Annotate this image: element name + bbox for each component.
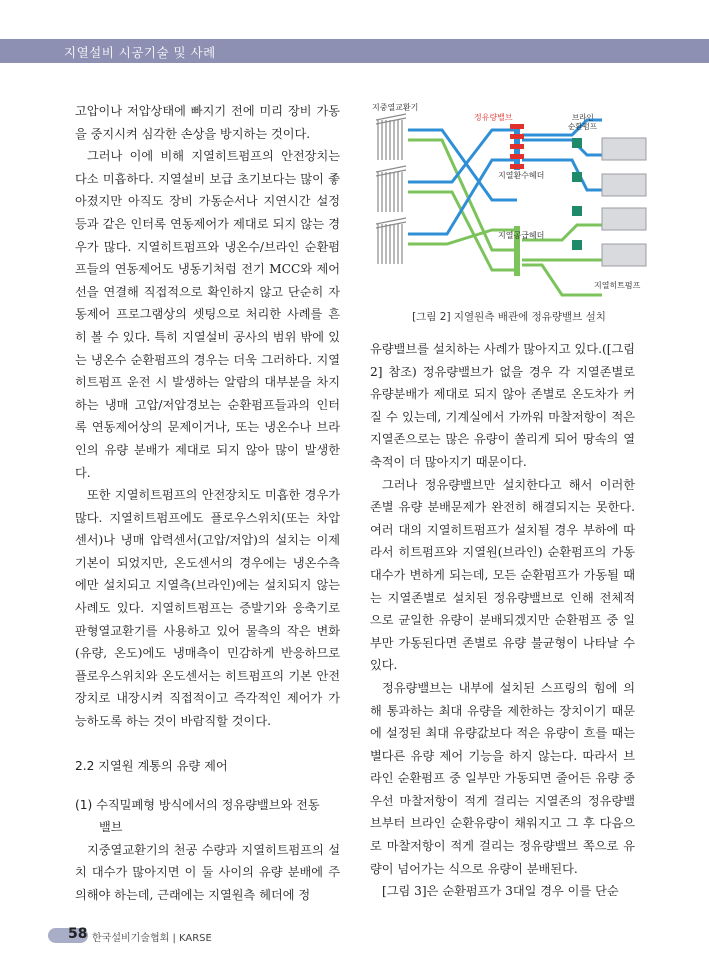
paragraph: [그림 3]은 순환펌프가 3대일 경우 이를 단순 bbox=[382, 884, 619, 899]
paragraph: 정유량밸브는 내부에 설치된 스프링의 힘에 의해 통과하는 최대 유량을 제한하는 장치이기 때문에 설정된 최대 유량값보다 적은 유량이 흐를 때는 별다른 유량 제어 기능을 하지 않는다. 따라서 브라인 순환펌프 중 일부만 가동되면 줄어든 유량 중 우선 마찰저항이 적게 걸리는 지열존의 정유량밸브부터 브라인 순환유량이 채워지고 그 후 다음으로 마찰저항이 적게 걸리는 정유량밸브 쪽으로 유량이 넘어가는 식으로 유량이 분배된다. bbox=[370, 680, 635, 876]
paragraph: 고압이나 저압상태에 빠지기 전에 미리 장비 가동을 중지시켜 심각한 손상을 방지하는 것이다. bbox=[75, 104, 340, 141]
ground-heat-exchanger-left bbox=[376, 114, 406, 264]
publisher-footer: 한국설비기술협회 | KARSE bbox=[92, 933, 212, 944]
label-brine-pump: 브라인 bbox=[572, 113, 594, 122]
right-column bbox=[370, 338, 635, 903]
piping-diagram-figure bbox=[372, 100, 647, 306]
subsection-heading-line1: (1) 수직밀폐형 방식에서의 정유량밸브와 전동 bbox=[75, 797, 320, 812]
label-return-header: 지열환수헤더 bbox=[498, 171, 545, 180]
brine-pumps bbox=[572, 138, 582, 250]
subsection-heading-line2: 밸브 bbox=[99, 820, 123, 835]
section-heading: 2.2 지열원 계통의 유량 제어 bbox=[75, 758, 228, 773]
label-flow-valve: 정유량밸브 bbox=[474, 113, 513, 122]
label-supply-header: 지열공급헤더 bbox=[498, 231, 545, 240]
paragraph: 그러나 이에 비해 지열히트펌프의 안전장치는 다소 미흡하다. 지열설비 보급 초기보다는 많이 좋아졌지만 아직도 장비 가동순서나 지연시간 설정 등과 같은 인터록 연동제어가 제대로 되지 않는 경우가 많다. 지열히트펌프와 냉온수/브라인 순환펌프들의 연동제어도 냉동기처럼 전기 MCC와 제어선을 연결해 직접적으로 확인하지 않고 단순히 자동제어 프로그램상의 셋팅으로 처리한 사례를 흔히 볼 수 있다. 특히 지열설비 공사의 범위 밖에 있는 냉온수 순환펌프의 경우는 더욱 그러하다. 지열히트펌프 운전 시 발생하는 알람의 대부분을 차지하는 냉매 고압/저압경보는 순환펌프들과의 인터록 연동제어상의 문제이거나, 또는 냉온수나 브라인의 유량 분배가 제대로 되지 않아 많이 발생한다. bbox=[75, 149, 340, 480]
paragraph: 지중열교환기의 천공 수량과 지열히트펌프의 설치 대수가 많아지면 이 둘 사이의 유량 분배에 주의해야 하는데, 근래에는 지열원측 헤더에 정 bbox=[75, 842, 340, 902]
left-column bbox=[75, 100, 340, 907]
paragraph: 또한 지열히트펌프의 안전장치도 미흡한 경우가 많다. 지열히트펌프에도 플로우스위치(또는 차압센서)나 냉매 압력센서(고압/저압)의 설치는 이제 기본이 되었지만, 온도센서의 경우에는 냉온수측에만 설치되고 지열측(브라인)에는 설치되지 않는 사례도 있다. 지열히트펌프는 증발기와 응축기로 판형열교환기를 사용하고 있어 물측의 작은 변화(유량, 온도)에도 냉매측이 민감하게 반응하므로 플로우스위치와 온도센서는 히트펌프의 기본 안전장치로 내장시켜 직접적이고 즉각적인 제어가 가능하도록 하는 것이 바람직할 것이다. bbox=[75, 488, 340, 729]
piping-diagram bbox=[372, 100, 647, 306]
page-number: 58 bbox=[68, 926, 88, 942]
paragraph: 유량밸브를 설치하는 사례가 많아지고 있다.([그림 2] 참조) 정유량밸브가 없을 경우 각 지열존별로 유량분배가 제대로 되지 않아 존별로 온도차가 커질 수 있는데, 기계실에서 가까워 마찰저항이 적은 지열존으로는 많은 유량이 쏠리게 되어 땅속의 열축적이 더 많아지기 때문이다. bbox=[370, 342, 635, 469]
label-brine-pump-2: 순환펌프 bbox=[568, 122, 597, 131]
running-header-title: 지열설비 시공기술 및 사례 bbox=[64, 45, 216, 60]
paragraph: 그러나 정유량밸브만 설치한다고 해서 이러한 존별 유량 분배문제가 완전히 해결되지는 못한다. 여러 대의 지열히트펌프가 설치될 경우 부하에 따라서 히트펌프와 지열원(브라인) 순환펌프의 가동 대수가 변하게 되는데, 모든 순환펌프가 가동될 때는 지열존별로 설치된 정유량밸브로 인해 전체적으로 균일한 유량이 분배되겠지만 순환펌프 중 일부만 가동된다면 존별로 유량 불균형이 나타날 수 있다. bbox=[370, 477, 635, 673]
heat-pump-units bbox=[602, 138, 646, 266]
label-ground-hx: 지중열교환기 bbox=[372, 103, 419, 112]
label-heat-pump: 지열히트펌프 bbox=[594, 281, 641, 290]
subsection-heading bbox=[75, 794, 340, 839]
figure-caption: [그림 2] 지열원측 배관에 정유량밸브 설치 bbox=[412, 311, 606, 323]
